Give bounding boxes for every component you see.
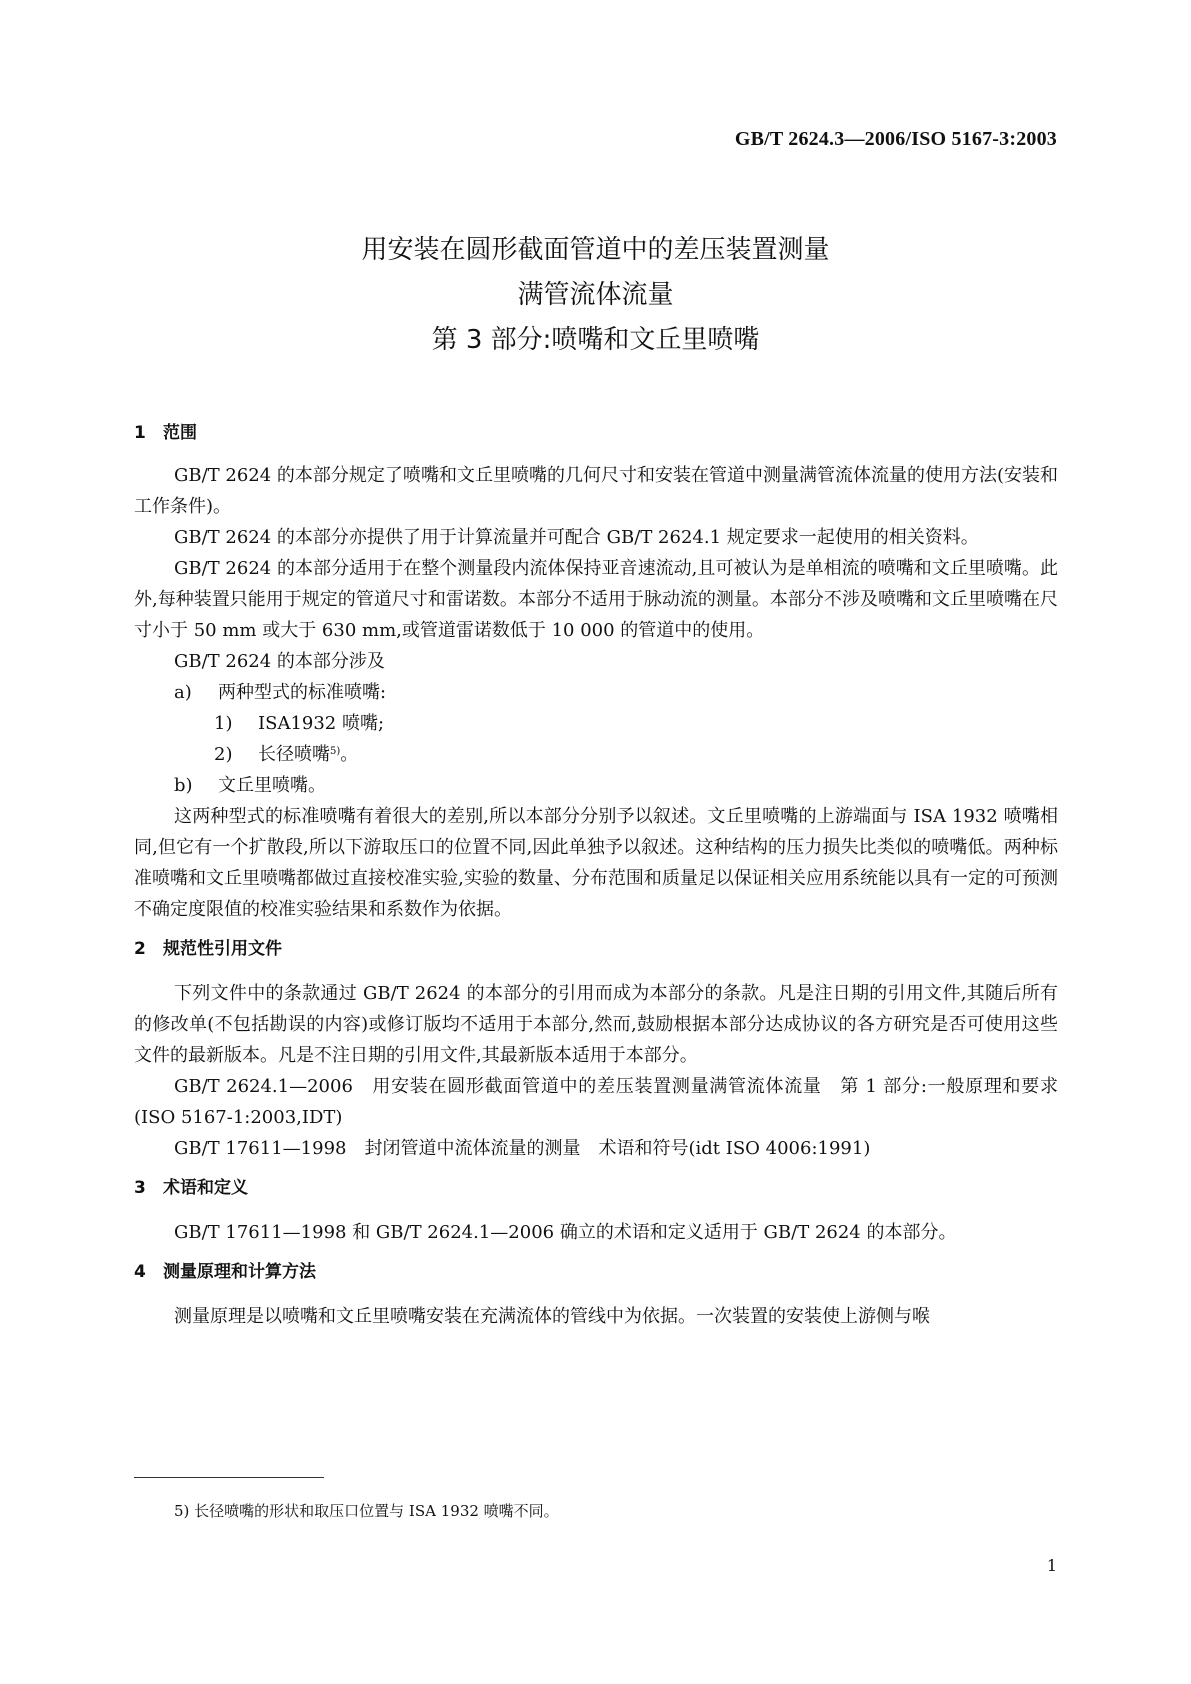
section-heading-normative-references xyxy=(134,934,1058,965)
standard-code-header: GB/T 2624.3—2006/ISO 5167-3:2003 xyxy=(734,128,1057,150)
list-text: 文丘里喷嘴。 xyxy=(218,775,326,796)
list-item-a1 xyxy=(134,708,1058,739)
document-body xyxy=(134,418,1058,1332)
footnote-reference: 5) xyxy=(330,746,341,757)
section-number: 1 xyxy=(134,423,146,443)
paragraph: GB/T 2624 的本部分涉及 xyxy=(174,651,385,672)
list-text: 长径喷嘴 xyxy=(258,744,330,765)
section-title: 范围 xyxy=(163,423,197,443)
paragraph: GB/T 2624 的本部分亦提供了用于计算流量并可配合 GB/T 2624.1 规定要求一起使用的相关资料。 xyxy=(174,527,979,548)
list-marker: a) xyxy=(174,682,192,703)
section-title: 术语和定义 xyxy=(163,1178,248,1198)
paragraph: 这两种型式的标准喷嘴有着很大的差别,所以本部分分别予以叙述。文丘里喷嘴的上游端面与 ISA 1932 喷嘴相同,但它有一个扩散段,所以下游取压口的位置不同,因此单独予以叙述。这种结构的压力损失比类似的喷嘴低。两种标准喷嘴和文丘里喷嘴都做过直接校准实验,实验的数量、分布范围和质量足以保证相关应用系统能以具有一定的可预测不确定度限值的校准实验结果和系数作为依据。 xyxy=(134,806,1058,920)
section-heading-principle xyxy=(134,1257,1058,1288)
page-number: 1 xyxy=(1046,1556,1057,1575)
list-text: ISA1932 喷嘴; xyxy=(258,713,385,734)
title-line-1: 用安装在圆形截面管道中的差压装置测量 xyxy=(361,235,830,265)
section-number: 2 xyxy=(134,939,146,959)
paragraph: 测量原理是以喷嘴和文丘里喷嘴安装在充满流体的管线中为依据。一次装置的安装使上游侧与喉 xyxy=(174,1306,930,1327)
paragraph: GB/T 2624 的本部分适用于在整个测量段内流体保持亚音速流动,且可被认为是单相流的喷嘴和文丘里喷嘴。此外,每种装置只能用于规定的管道尺寸和雷诺数。本部分不适用于脉动流的测量。本部分不涉及喷嘴和文丘里喷嘴在尺寸小于 50 mm 或大于 630 mm,或管道雷诺数低于 10 000 的管道中的使用。 xyxy=(134,558,1058,641)
section-number: 4 xyxy=(134,1262,146,1282)
reference-entry: GB/T 17611—1998 封闭管道中流体流量的测量 术语和符号(idt ISO 4006:1991) xyxy=(174,1138,871,1159)
list-item-a xyxy=(134,677,1058,708)
section-number: 3 xyxy=(134,1178,146,1198)
section-title: 规范性引用文件 xyxy=(163,939,282,959)
paragraph: GB/T 2624 的本部分规定了喷嘴和文丘里喷嘴的几何尺寸和安装在管道中测量满管流体流量的使用方法(安装和工作条件)。 xyxy=(134,465,1058,517)
document-title xyxy=(0,228,1191,363)
footnote-divider xyxy=(134,1477,324,1478)
paragraph: GB/T 17611—1998 和 GB/T 2624.1—2006 确立的术语和定义适用于 GB/T 2624 的本部分。 xyxy=(174,1222,957,1243)
title-line-2: 满管流体流量 xyxy=(517,280,674,310)
title-line-3: 第 3 部分:喷嘴和文丘里喷嘴 xyxy=(431,325,760,355)
list-item-a2 xyxy=(134,739,1058,770)
section-title: 测量原理和计算方法 xyxy=(163,1262,316,1282)
paragraph: 下列文件中的条款通过 GB/T 2624 的本部分的引用而成为本部分的条款。凡是注日期的引用文件,其随后所有的修改单(不包括勘误的内容)或修订版均不适用于本部分,然而,鼓励根据本部分达成协议的各方研究是否可使用这些文件的最新版本。凡是不注日期的引用文件,其最新版本适用于本部分。 xyxy=(134,983,1058,1066)
list-marker: 2) xyxy=(214,744,233,765)
reference-entry: GB/T 2624.1—2006 用安装在圆形截面管道中的差压装置测量满管流体流量 第 1 部分:一般原理和要求(ISO 5167-1:2003,IDT) xyxy=(134,1076,1058,1128)
section-heading-terms xyxy=(134,1173,1058,1204)
list-marker: b) xyxy=(174,775,193,796)
footnote: 5) 长径喷嘴的形状和取压口位置与 ISA 1932 喷嘴不同。 xyxy=(174,1502,559,1520)
list-text-end: 。 xyxy=(340,744,359,765)
list-text: 两种型式的标准喷嘴: xyxy=(218,682,387,703)
list-marker: 1) xyxy=(214,713,233,734)
section-heading-scope xyxy=(134,418,1058,449)
list-item-b xyxy=(134,770,1058,801)
